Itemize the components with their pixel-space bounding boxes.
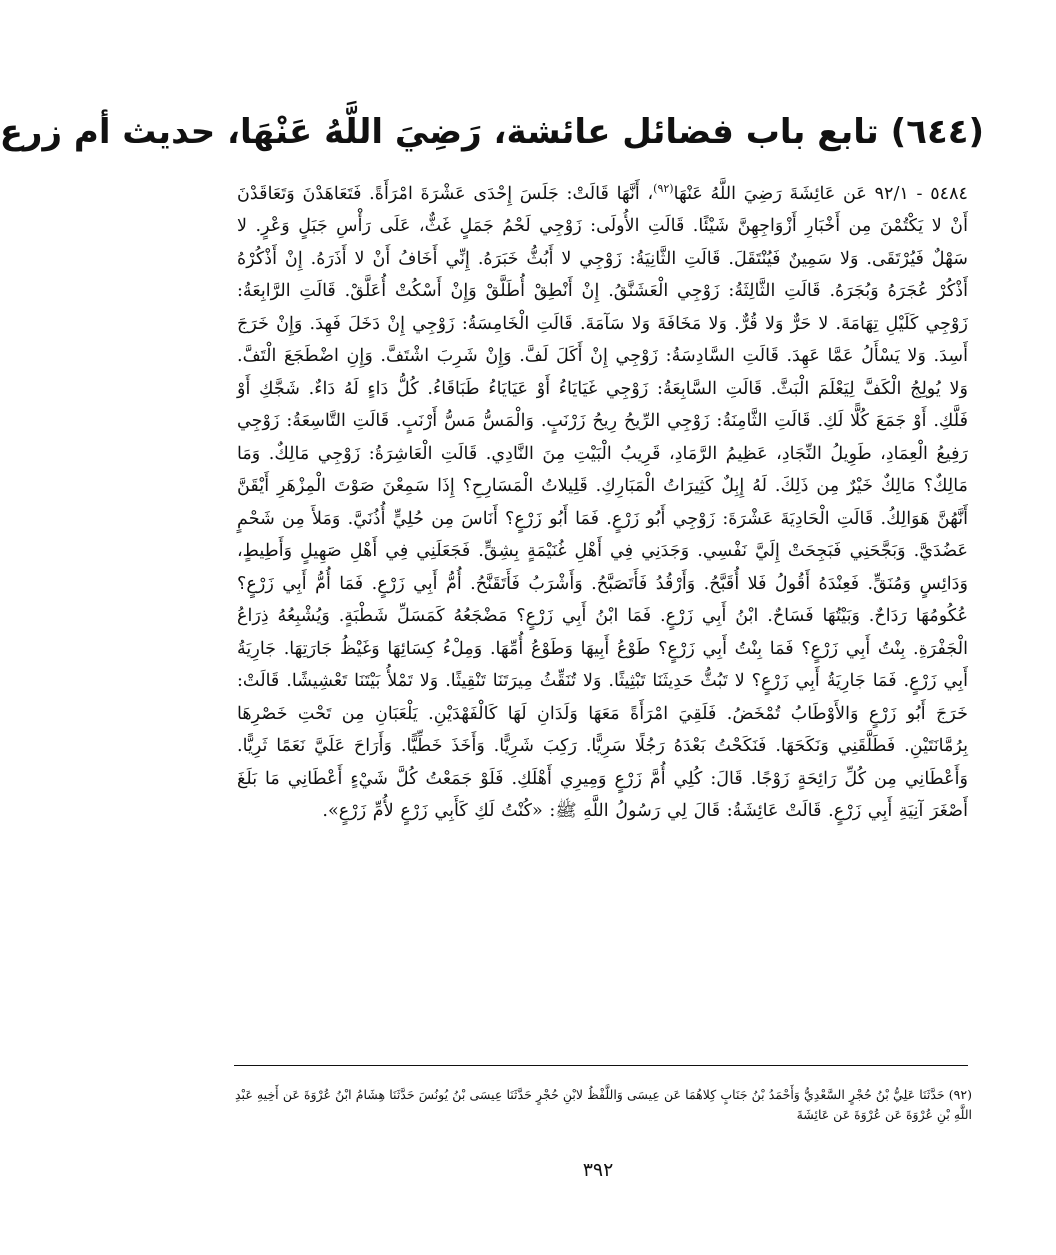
hadith-opening: عَن عَائِشَةَ رَضِيَ اللَّهُ عَنْهَا [673,183,867,204]
chapter-title: (٦٤٤) تابع باب فضائل عائشة، رَضِيَ اللَّهُ عَنْهَا، حديث أم زرع [0,111,984,152]
footnote-text: (٩٢) حَدَّثَنَا عَلِيُّ بْنُ حُجْرٍ السَّعْدِيُّ وَأَحْمَدُ بْنُ جَنَابٍ كِلاهُمَا عَن عِيسَى وَاللَّفْظُ لابْنِ حُجْرٍ حَدَّثَنَا عِيسَى بْنُ يُونُسَ حَدَّثَنَا هِشَامُ ابْنُ عُرْوَةَ عَن أَخِيهِ عَبْدِ اللَّهِ بْنِ عُرْوَةَ عَن عُرْوَةَ عَن عَائِشَةَ [235,1086,972,1122]
footnote-separator [234,1065,968,1066]
page-number: ٣٩٢ [582,1159,614,1181]
hadith-paragraph [237,178,968,828]
hadith-number: ٥٤٨٤ - ٩٢/١ [874,183,968,204]
footnote-reference: (٩٢) [653,181,674,195]
hadith-body: ، أَنَّهَا قَالَتْ: جَلَسَ إِحْدَى عَشْرَةَ امْرَأَةً. فَتَعَاهَدْنَ وَتَعَاقَدْنَ أَنْ لا يَكْتُمْنَ مِن أَخْبَارِ أَزْوَاجِهِنَّ شَيْئًا. قَالَتِ الأُولَى: زَوْجِي لَحْمُ جَمَلٍ غَثٌّ، عَلَى رَأْسِ جَبَلٍ وَعْرٍ. لا سَهْلٌ فَيُرْتَقَى. وَلا سَمِينٌ فَيُنْتَقَلَ. قَالَتِ الثَّانِيَةُ: زَوْجِي لا أَبُثُّ خَبَرَهُ. إِنِّي أَخَافُ أَنْ لا أَذَرَهُ. إِنْ أَذْكُرْهُ أَذْكُرْ عُجَرَهُ وَبُجَرَهُ. قَالَتِ الثَّالِثَةُ: زَوْجِي الْعَشَنَّقُ. إِنْ أَنْطِقْ أُطَلَّقْ وَإِنْ أَسْكُتْ أُعَلَّقْ. قَالَتِ الرَّابِعَةُ: زَوْجِي كَلَيْلِ تِهَامَةَ. لا حَرٌّ وَلا قُرٌّ. وَلا مَخَافَةَ وَلا سَآمَةَ. قَالَتِ الْخَامِسَةُ: زَوْجِي إِنْ دَخَلَ فَهِدَ. وَإِنْ خَرَجَ أَسِدَ. وَلا يَسْأَلُ عَمَّا عَهِدَ. قَالَتِ السَّادِسَةُ: زَوْجِي إِنْ أَكَلَ لَفَّ. وَإِنْ شَرِبَ اشْتَفَّ. وَإِنِ اضْطَجَعَ الْتَفَّ. وَلا يُولِجُ الْكَفَّ لِيَعْلَمَ الْبَثَّ. قَالَتِ السَّابِعَةُ: زَوْجِي غَيَايَاءُ أَوْ عَيَايَاءُ طَبَاقَاءُ. كُلُّ دَاءٍ لَهُ دَاءٌ. شَجَّكِ أَوْ فَلَّكِ. أَوْ جَمَعَ كُلًّا لَكِ. قَالَتِ الثَّامِنَةُ: زَوْجِي الرِّيحُ رِيحُ زَرْنَبٍ. وَالْمَسُّ مَسُّ أَرْنَبٍ. قَالَتِ التَّاسِعَةُ: زَوْجِي رَفِيعُ الْعِمَادِ، طَوِيلُ النِّجَادِ، عَظِيمُ الرَّمَادِ، قَرِيبُ الْبَيْتِ مِنَ النَّادِي. قَالَتِ الْعَاشِرَةُ: زَوْجِي مَالِكٌ. وَمَا مَالِكٌ؟ مَالِكٌ خَيْرٌ مِن ذَلِكَ. لَهُ إِبِلٌ كَثِيرَاتُ الْمَبَارِكِ. قَلِيلاتُ الْمَسَارِحِ؟ إِذَا سَمِعْنَ صَوْتَ الْمِزْهَرِ أَيْقَنَّ أَنَّهُنَّ هَوَالِكُ. قَالَتِ الْحَادِيَةَ عَشْرَةَ: زَوْجِي أَبُو زَرْعٍ. فَمَا أَبُو زَرْعٍ؟ أَنَاسَ مِن حُلِيٍّ أُذُنَيَّ. وَمَلأَ مِن شَحْمٍ عَضُدَيَّ. وَبَجَّحَنِي فَبَجِحَتْ إِلَيَّ نَفْسِي. وَجَدَنِي فِي أَهْلِ غُنَيْمَةٍ بِشِقٍّ. فَجَعَلَنِي فِي أَهْلِ صَهِيلٍ وَأَطِيطٍ، وَدَائِسٍ وَمُنَقٍّ. فَعِنْدَهُ أَقُولُ فَلا أُقَبَّحُ. وَأَرْقُدُ فَأَتَصَبَّحُ. وَأَشْرَبُ فَأَتَقَنَّحُ. أُمُّ أَبِي زَرْعٍ. فَمَا أُمُّ أَبِي زَرْعٍ؟ عُكُومُهَا رَدَاحٌ. وَبَيْتُهَا فَسَاحٌ. ابْنُ أَبِي زَرْعٍ. فَمَا ابْنُ أَبِي زَرْعٍ؟ مَضْجَعُهُ كَمَسَلِّ شَطْبَةٍ. وَيُشْبِعُهُ ذِرَاعُ الْجَفْرَةِ. بِنْتُ أَبِي زَرْعٍ؟ فَمَا بِنْتُ أَبِي زَرْعٍ؟ طَوْعُ أَبِيهَا وَطَوْعُ أُمِّهَا. وَمِلْءُ كِسَائِهَا وَغَيْظُ جَارَتِهَا. جَارِيَةُ أَبِي زَرْعٍ. فَمَا جَارِيَةُ أَبِي زَرْعٍ؟ لا تَبُثُّ حَدِيثَنَا تَبْثِيثًا. وَلا تُنَقِّثُ مِيرَتَنَا تَنْقِيثًا. وَلا تَمْلأُ بَيْتَنَا تَعْشِيشًا. قَالَتْ: خَرَجَ أَبُو زَرْعٍ وَالأَوْطَابُ تُمْخَضُ. فَلَقِيَ امْرَأَةً مَعَهَا وَلَدَانِ لَهَا كَالْفَهْدَيْنِ. يَلْعَبَانِ مِن تَحْتِ خَصْرِهَا بِرُمَّانَتَيْنِ. فَطَلَّقَنِي وَنَكَحَهَا. فَنَكَحْتُ بَعْدَهُ رَجُلًا سَرِيًّا. رَكِبَ شَرِيًّا. وَأَخَذَ خَطِّيًّا. وَأَرَاحَ عَلَيَّ نَعَمًا ثَرِيًّا. وَأَعْطَانِي مِن كُلِّ رَائِحَةٍ زَوْجًا. قَالَ: كُلِي أُمَّ زَرْعٍ وَمِيرِي أَهْلَكِ. فَلَوْ جَمَعْتُ كُلَّ شَيْءٍ أَعْطَانِي مَا بَلَغَ أَصْغَرَ آنِيَةِ أَبِي زَرْعٍ. قَالَتْ عَائِشَةُ: قَالَ لِي رَسُولُ اللَّهِ ﷺ: «كُنْتُ لَكِ كَأَبِي زَرْعٍ لأُمِّ زَرْعٍ». [237,183,968,822]
